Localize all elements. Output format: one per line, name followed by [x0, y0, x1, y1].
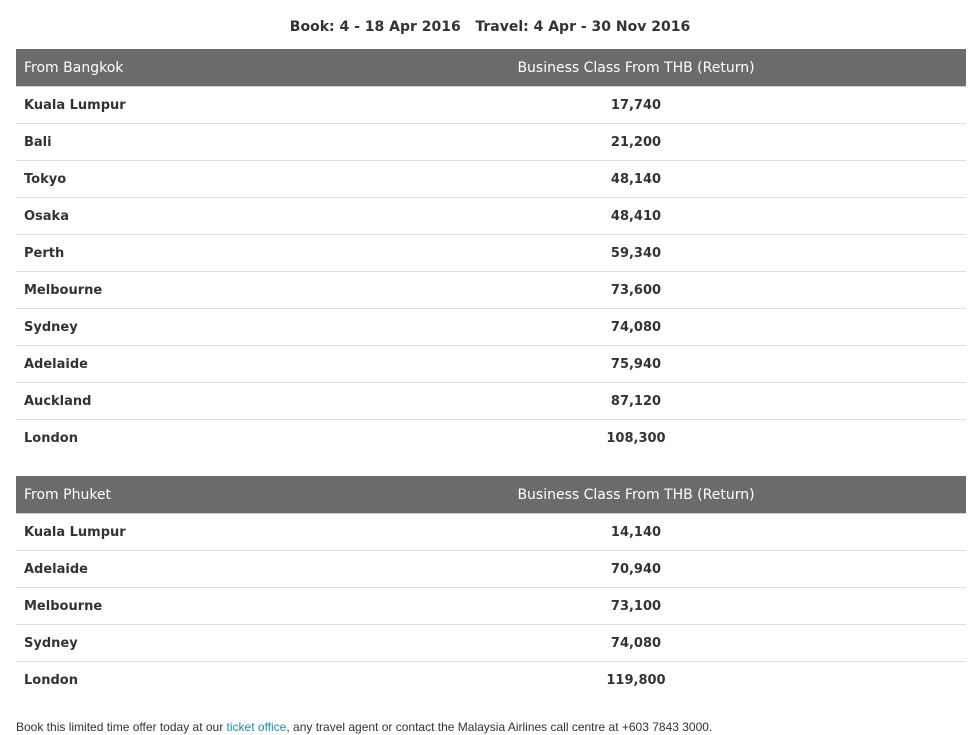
fare-cell: 21,200 — [306, 124, 966, 161]
booking-note-prefix: Book this limited time offer today at our — [16, 720, 227, 734]
destination-cell: Kuala Lumpur — [16, 514, 306, 551]
ticket-office-link[interactable]: ticket office — [226, 720, 287, 734]
fare-cell: 74,080 — [306, 309, 966, 346]
fare-cell: 119,800 — [606, 672, 666, 688]
header-origin: From Bangkok — [16, 49, 306, 87]
destination-cell: London — [24, 672, 78, 688]
booking-note-suffix: , any travel agent or contact the Malaysia Airlines call centre at +603 7843 3000. — [286, 720, 713, 734]
table-header-row — [16, 476, 966, 514]
table-row — [16, 514, 966, 551]
table-row — [16, 383, 966, 420]
fare-cell: 48,140 — [306, 161, 966, 198]
table-row — [16, 420, 966, 457]
destination-cell: Sydney — [16, 309, 306, 346]
fare-cell: 108,300 — [606, 430, 666, 446]
header-origin: From Phuket — [16, 476, 306, 514]
table-row — [16, 346, 966, 383]
table-row — [16, 87, 966, 124]
header-fare: Business Class From THB (Return) — [306, 49, 966, 87]
fare-cell: 73,600 — [306, 272, 966, 309]
destination-cell: Melbourne — [16, 272, 306, 309]
destination-cell: Auckland — [16, 383, 306, 420]
table-row — [16, 272, 966, 309]
fare-cell: 59,340 — [306, 235, 966, 272]
booking-note — [16, 720, 712, 734]
fare-cell: 87,120 — [306, 383, 966, 420]
fare-cell: 70,940 — [306, 551, 966, 588]
destination-cell: Perth — [16, 235, 306, 272]
table-row — [16, 198, 966, 235]
fare-cell: 14,140 — [306, 514, 966, 551]
fare-cell: 73,100 — [306, 588, 966, 625]
fare-cell: 74,080 — [306, 625, 966, 662]
fare-cell: 17,740 — [306, 87, 966, 124]
table-row — [16, 662, 966, 699]
table-row — [16, 625, 966, 662]
destination-cell: Kuala Lumpur — [16, 87, 306, 124]
destination-cell: Tokyo — [16, 161, 306, 198]
table-header-row — [16, 49, 966, 87]
destination-cell: Adelaide — [16, 346, 306, 383]
table-row — [16, 551, 966, 588]
destination-cell: Osaka — [16, 198, 306, 235]
table-row — [16, 161, 966, 198]
table-row — [16, 309, 966, 346]
fare-table-phuket — [16, 476, 966, 698]
destination-cell: London — [24, 430, 78, 446]
header-fare: Business Class From THB (Return) — [306, 476, 966, 514]
destination-cell: Sydney — [16, 625, 306, 662]
destination-cell: Adelaide — [16, 551, 306, 588]
fare-cell: 75,940 — [306, 346, 966, 383]
table-row — [16, 124, 966, 161]
fare-table-bangkok — [16, 49, 966, 456]
destination-cell: Melbourne — [16, 588, 306, 625]
promo-period: Book: 4 - 18 Apr 2016 Travel: 4 Apr - 30 Nov 2016 — [289, 19, 691, 35]
table-row — [16, 235, 966, 272]
destination-cell: Bali — [16, 124, 306, 161]
table-row — [16, 588, 966, 625]
fare-cell: 48,410 — [306, 198, 966, 235]
